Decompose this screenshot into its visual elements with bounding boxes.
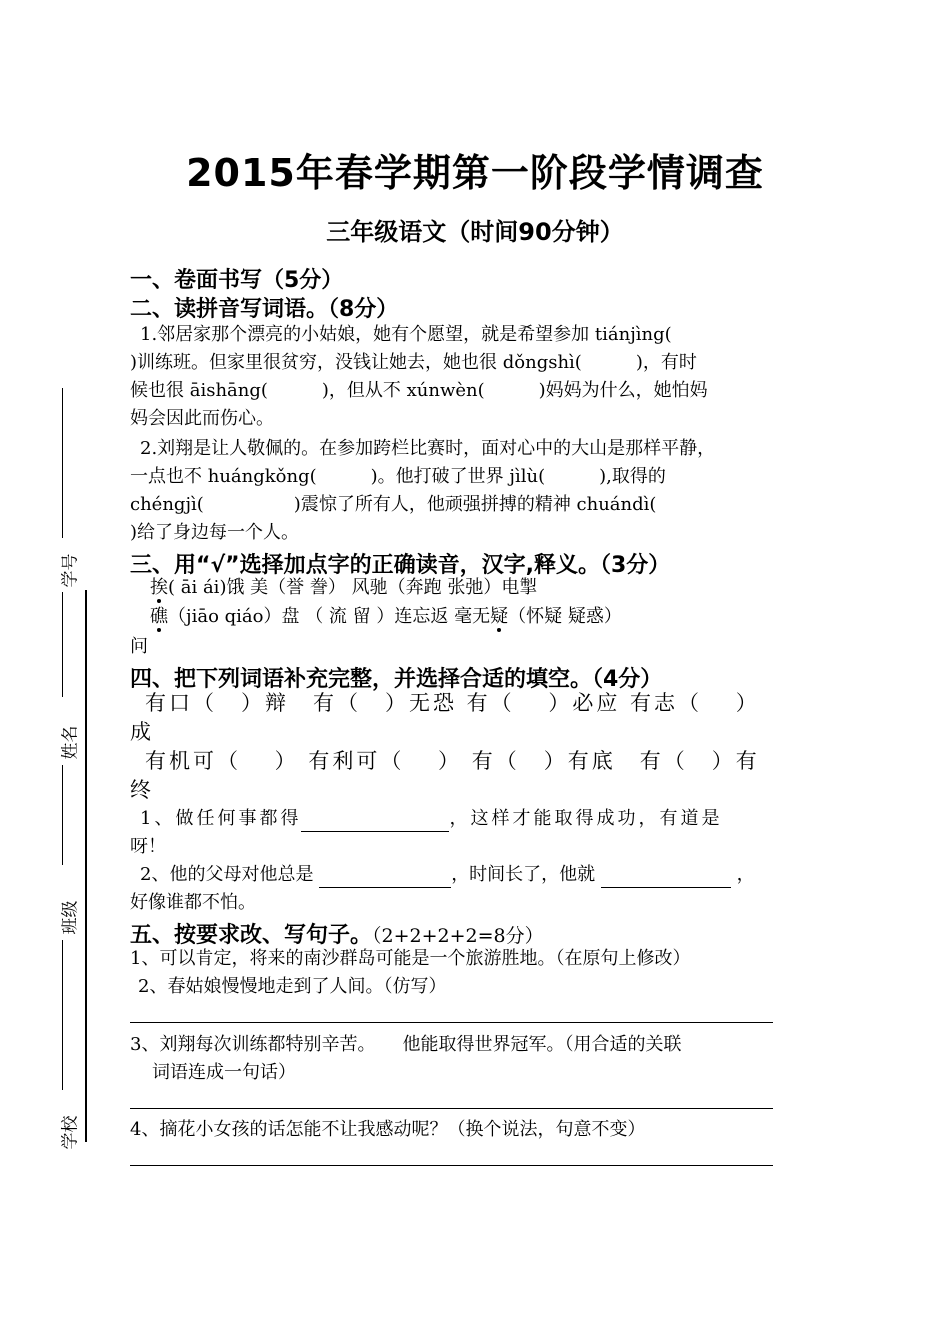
s4-q2-blank-1[interactable] [319,867,451,888]
page-title: 2015年春学期第一阶段学情调查 [186,151,764,195]
side-line-xuexiao [62,940,63,1090]
s2-line-8: )给了身边每一个人。 [130,522,300,543]
side-label-xuexiao: 学校 [60,1115,81,1150]
side-line-banji [62,765,63,865]
s5-q3-a: 3、刘翔每次训练都特别辛苦。 他能取得世界冠军。（用合适的关联 [130,1034,682,1055]
s4-q2 [140,862,755,888]
dotted-char: 挨 [150,577,168,598]
s4-q2-d: 好像谁都不怕。 [130,892,256,913]
s2-line-6: 一点也不 huángkǒng( )。他打破了世界 jìlù( ),取得的 [130,466,666,487]
s4-idiom-line-3: 有机可（ ） 有利可（ ） 有（ ）有底 有（ ）有 [145,749,760,773]
s3-line-2-text-b: （怀疑 疑惑） [508,606,622,627]
side-label-xuehao: 学号 [60,553,81,588]
section-5-heading [130,918,544,949]
s3-line-3: 问 [130,636,148,657]
s3-line-2 [150,604,622,630]
s5-q3-b: 词语连成一句话） [152,1062,296,1083]
dotted-char: 疑 [490,606,509,627]
s5-q1: 1、可以肯定，将来的南沙群岛可能是一个旅游胜地。（在原句上修改） [130,948,691,969]
s4-q1-c: 呀！ [130,836,166,857]
s2-line-5: 2.刘翔是让人敬佩的。在参加跨栏比赛时，面对心中的大山是那样平静， [140,438,716,459]
section-2-heading: 二、读拼音写词语。（8分） [130,297,399,322]
s4-idiom-line-1: 有口（ ）辩 有（ ）无恐 有（ ）必应 有志（ ） [145,691,760,715]
section-1-heading: 一、卷面书写（5分） [130,268,344,293]
s2-line-1: 1.邻居家那个漂亮的小姑娘，她有个愿望，就是希望参加 tiánjìng( [140,324,672,345]
s2-line-4: 妈会因此而伤心。 [130,408,274,429]
s5-q4-answer-line[interactable] [130,1165,773,1166]
s4-q1 [140,806,722,832]
s4-q2-c: ， [736,864,755,885]
s5-q4: 4、摘花小女孩的话怎能不让我感动呢？（换个说法，句意不变） [130,1119,646,1140]
s4-q1-blank[interactable] [301,811,449,832]
s2-line-7: chéngjì( )震惊了所有人，他顽强拼搏的精神 chuándì( [130,494,657,515]
s4-idiom-line-4: 终 [130,778,154,802]
s5-q3-answer-line[interactable] [130,1108,773,1109]
s4-idiom-line-2: 成 [130,720,154,744]
dotted-char: 礁 [150,606,168,627]
s4-q1-b: ，这样才能取得成功，有道是 [449,808,723,829]
s4-q2-b: ，时间长了，他就 [451,864,596,885]
s2-line-2: )训练班。但家里很贫穷，没钱让她去，她也很 dǒngshì( )，有时 [130,352,697,373]
s4-q2-blank-2[interactable] [601,867,731,888]
s2-line-3: 候也很 āishāng( )，但从不 xúnwèn( )妈妈为什么，她怕妈 [130,380,708,401]
section-3-heading: 三、用“√”选择加点字的正确读音，汉字,释义。（3分） [130,553,671,578]
side-line-xingming [62,592,63,697]
s4-q1-a: 1、做任何事都得 [140,808,302,829]
section-5-points: （2+2+2+2=8分） [372,925,544,947]
s3-line-1 [150,575,537,601]
s5-q2: 2、春姑娘慢慢地走到了人间。（仿写） [138,976,447,997]
side-label-banji: 班级 [60,900,81,935]
binding-line [85,590,87,1142]
s3-line-1-text: ( āi ái)饿 美（誉 誊） 风驰（奔跑 张弛）电掣 [168,577,538,598]
s3-line-2-text: （jiāo qiáo）盘 （ 流 留 ）连忘返 毫无 [168,606,491,627]
s4-q2-a: 2、他的父母对他总是 [140,864,314,885]
section-5-title: 五、按要求改、写句子。 [130,923,373,948]
page-subtitle: 三年级语文（时间90分钟） [326,218,624,246]
side-line-xuehao [62,388,63,538]
s5-q2-answer-line[interactable] [130,1022,773,1023]
section-4-heading: 四、把下列词语补充完整，并选择合适的填空。（4分） [130,667,663,692]
side-label-xingming: 姓名 [60,725,81,760]
